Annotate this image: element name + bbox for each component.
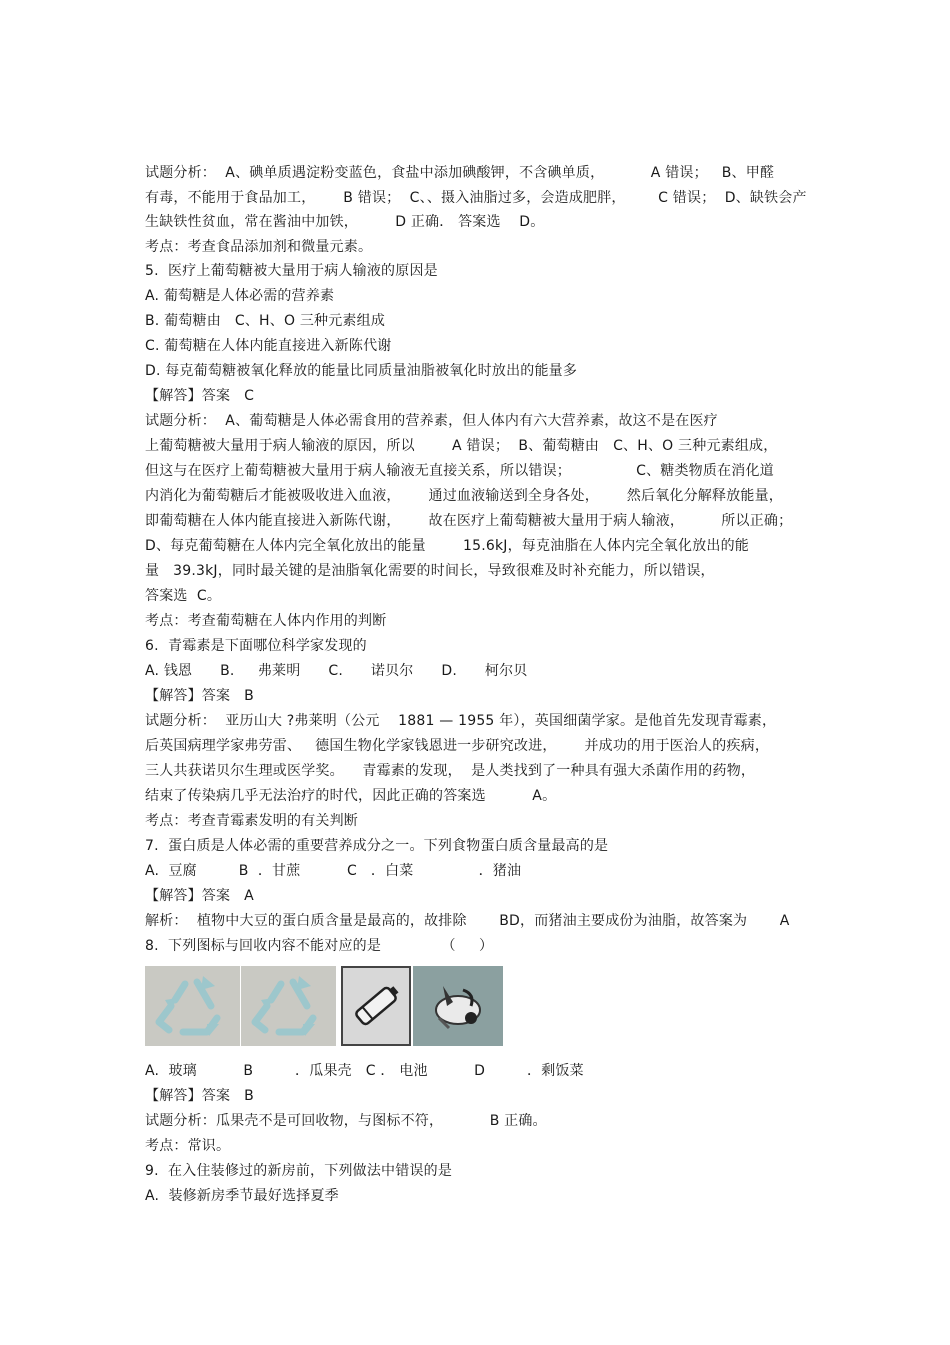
answer-line: 【解答】答案 B — [145, 1088, 254, 1104]
kaodian-line: 考点：考查葡萄糖在人体内作用的判断 — [145, 613, 387, 629]
kaodian-line: 考点：考查青霉素发明的有关判断 — [145, 813, 358, 829]
text-line: 结束了传染病几乎无法治疗的时代，因此正确的答案选 A。 — [145, 788, 557, 804]
text-line: 答案选 C。 — [145, 588, 222, 604]
question-5: 5. 医疗上葡萄糖被大量用于病人输液的原因是 — [145, 263, 438, 279]
text-line: 试题分析： 亚历山大 ?弗莱明（公元 1881 — 1955 年），英国细菌学家。是他首先发现青霉素， — [145, 713, 777, 729]
answer-line: 【解答】答案 B — [145, 688, 254, 704]
text-line: 三人共获诺贝尔生理或医学奖。 青霉素的发现， 是人类找到了一种具有强大杀菌作用的药物， — [145, 763, 756, 779]
question-6: 6. 青霉素是下面哪位科学家发现的 — [145, 638, 367, 654]
text-line: 即葡萄糖在人体内能直接进入新陈代谢， 故在医疗上葡萄糖被大量用于病人输液， 所以正确； — [145, 513, 793, 529]
battery-icon — [341, 966, 411, 1046]
question-8: 8. 下列图标与回收内容不能对应的是 （ ） — [145, 938, 494, 954]
option-b: B. 葡萄糖由 C、H、O 三种元素组成 — [145, 313, 386, 329]
text-line: 试题分析： A、葡萄糖是人体必需食用的营养素，但人体内有六大营养素，故这不是在医疗 — [145, 413, 718, 429]
text-line: 但这与在医疗上葡萄糖被大量用于病人输液无直接关系，所以错误； C、糖类物质在消化道 — [145, 463, 774, 479]
recycle-icon — [145, 966, 240, 1046]
option-c: C. 葡萄糖在人体内能直接进入新陈代谢 — [145, 338, 392, 354]
text-line: 试题分析： A、碘单质遇淀粉变蓝色，食盐中添加碘酸钾，不含碘单质， A 错误； B、甲醛 — [145, 165, 775, 181]
text-line: 解析： 植物中大豆的蛋白质含量是最高的，故排除 BD，而猪油主要成份为油脂，故答案为 A — [145, 913, 790, 929]
recycle-icon — [241, 966, 336, 1046]
text-line: D、每克葡萄糖在人体内完全氧化放出的能量 15.6kJ，每克油脂在人体内完全氧化放出的能 — [145, 538, 749, 554]
text-line: 试题分析：瓜果壳不是可回收物，与图标不符， B 正确。 — [145, 1113, 547, 1129]
options-line: A. 钱恩 B. 弗莱明 C. 诺贝尔 D. 柯尔贝 — [145, 663, 528, 679]
answer-line: 【解答】答案 A — [145, 888, 254, 904]
options-line: A. 豆腐 B ．甘蔗 C ．白菜 ．猪油 — [145, 863, 522, 879]
answer-line: 【解答】答案 C — [145, 388, 255, 404]
option-a: A. 葡萄糖是人体必需的营养素 — [145, 288, 335, 304]
text-line: 考点：考查食品添加剂和微量元素。 — [145, 239, 373, 255]
question-7: 7. 蛋白质是人体必需的重要营养成分之一。下列食物蛋白质含量最高的是 — [145, 838, 609, 854]
text-line: 有毒，不能用于食品加工， B 错误； C、、摄入油脂过多，会造成肥胖， C 错误； D、缺铁会产 — [145, 190, 807, 206]
text-line: 生缺铁性贫血，常在酱油中加铁， D 正确． 答案选 D。 — [145, 214, 545, 230]
food-waste-icon — [413, 966, 503, 1046]
text-line: 量 39.3kJ，同时最关键的是油脂氧化需要的时间长，导致很难及时补充能力，所以错误， — [145, 563, 715, 579]
text-line: 内消化为葡萄糖后才能被吸收进入血液， 通过血液输送到全身各处， 然后氧化分解释放能量， — [145, 488, 783, 504]
text-line: 上葡萄糖被大量用于病人输液的原因，所以 A 错误； B、葡萄糖由 C、H、O 三种元素组成， — [145, 438, 778, 454]
option-d: D. 每克葡萄糖被氧化释放的能量比同质量油脂被氧化时放出的能量多 — [145, 363, 578, 379]
kaodian-line: 考点：常识。 — [145, 1138, 231, 1154]
question-9: 9. 在入住装修过的新房前，下列做法中错误的是 — [145, 1163, 453, 1179]
option-a: A. 装修新房季节最好选择夏季 — [145, 1188, 339, 1204]
options-line: A. 玻璃 B ．瓜果壳 C ． 电池 D ．剩饭菜 — [145, 1063, 584, 1079]
text-line: 后英国病理学家弗劳雷、 德国生物化学家钱恩进一步研究改进， 并成功的用于医治人的疾病， — [145, 738, 770, 754]
